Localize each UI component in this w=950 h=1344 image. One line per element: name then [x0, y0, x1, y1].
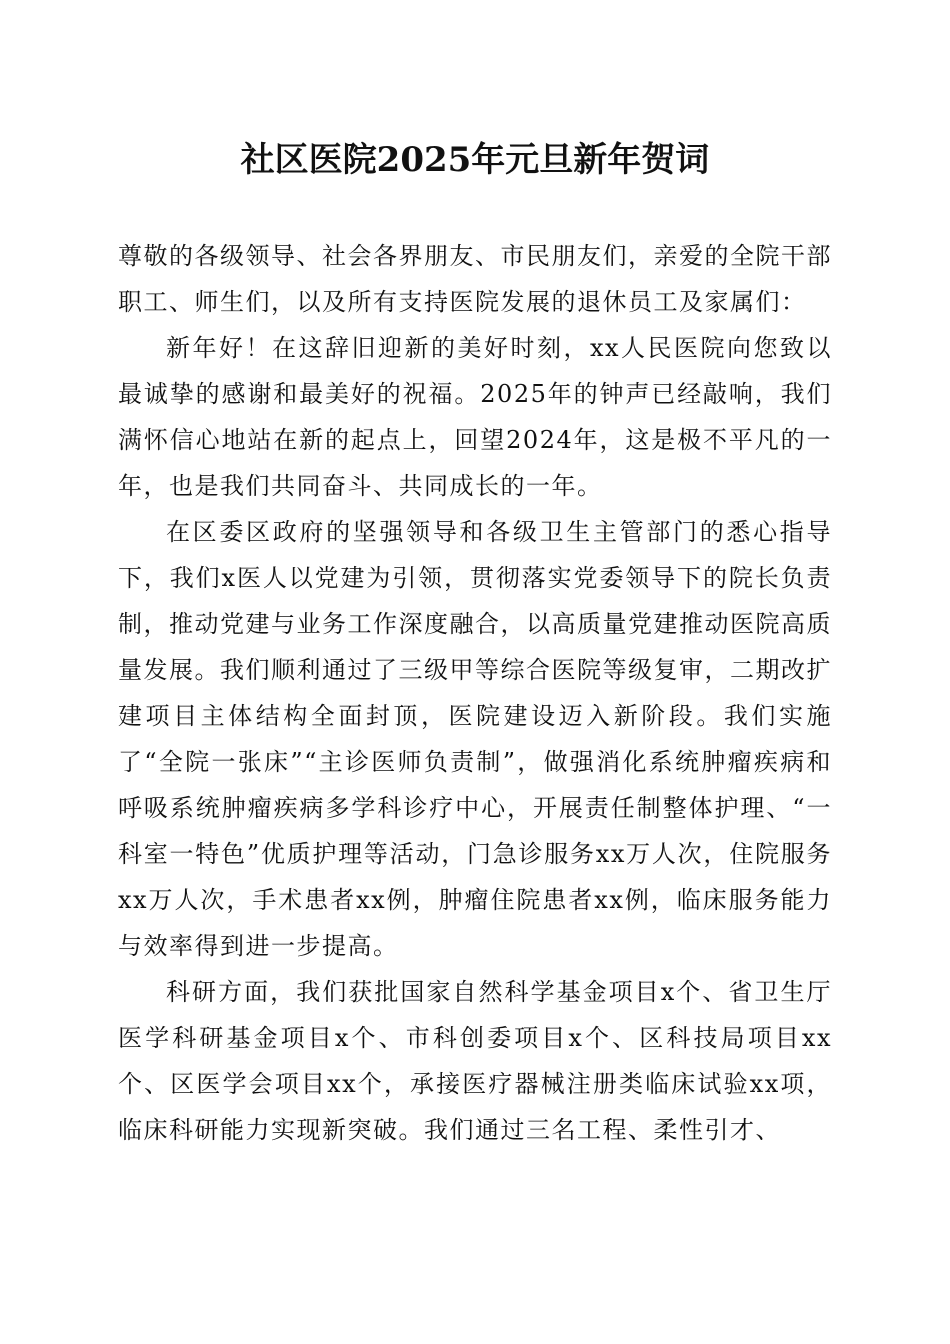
paragraph: 新年好！在这辞旧迎新的美好时刻，xx人民医院向您致以最诚挚的感谢和最美好的祝福。2025年的钟声已经敲响，我们满怀信心地站在新的起点上，回望2024年，这是极不平凡的一年，也是我们共同奋斗、共同成长的一年。	[118, 334, 832, 500]
paragraph: 科研方面，我们获批国家自然科学基金项目x个、省卫生厅医学科研基金项目x个、市科创委项目x个、区科技局项目xx个、区医学会项目xx个，承接医疗器械注册类临床试验xx项，临床科研能力实现新突破。我们通过三名工程、柔性引才、	[118, 978, 832, 1144]
document-body	[118, 233, 832, 1153]
paragraph: 在区委区政府的坚强领导和各级卫生主管部门的悉心指导下，我们x医人以党建为引领，贯彻落实党委领导下的院长负责制，推动党建与业务工作深度融合，以高质量党建推动医院高质量发展。我们顺利通过了三级甲等综合医院等级复审，二期改扩建项目主体结构全面封顶，医院建设迈入新阶段。我们实施了“全院一张床”“主诊医师负责制”，做强消化系统肿瘤疾病和呼吸系统肿瘤疾病多学科诊疗中心，开展责任制整体护理、“一科室一特色”优质护理等活动，门急诊服务xx万人次，住院服务xx万人次，手术患者xx例，肿瘤住院患者xx例，临床服务能力与效率得到进一步提高。	[118, 518, 832, 960]
salutation: 尊敬的各级领导、社会各界朋友、市民朋友们，亲爱的全院干部职工、师生们，以及所有支持医院发展的退休员工及家属们：	[118, 242, 832, 316]
document-title: 社区医院2025年元旦新年贺词	[240, 140, 710, 180]
